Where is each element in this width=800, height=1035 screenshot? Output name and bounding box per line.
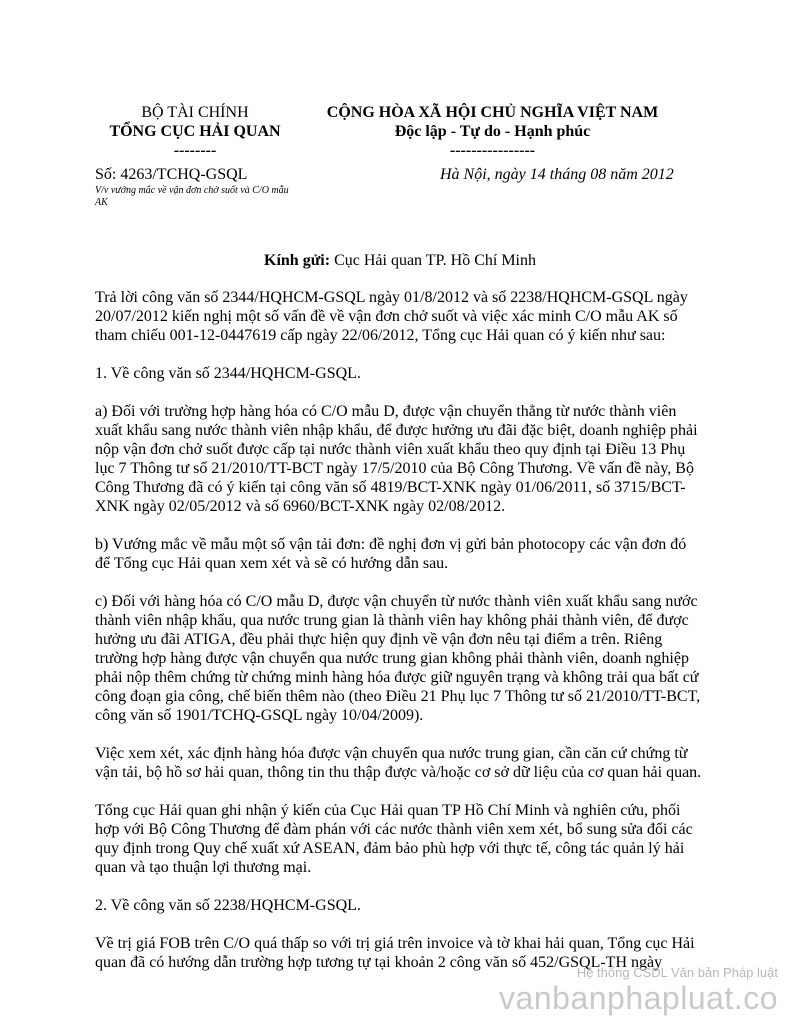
document-body <box>95 288 705 991</box>
paragraph-item-a: a) Đối với trường hợp hàng hóa có C/O mẫu D, được vận chuyển thẳng từ nước thành viên xuất khẩu sang nước thành viên nhập khẩu, để được hưởng ưu đãi đặc biệt, doanh nghiệp phải nộp vận đơn chở suốt được cấp tại nước thành viên xuất khẩu theo quy định tại Điều 13 Phụ lục 7 Thông tư số 21/2010/TT-BCT ngày 17/5/2010 của Bộ Công Thương. Về vấn đề này, Bộ Công Thương đã có ý kiến tại công văn số 4819/BCT-XNK ngày 01/06/2011, số 3715/BCT-XNK ngày 02/05/2012 và số 6960/BCT-XNK ngày 02/08/2012. <box>95 403 698 515</box>
agency-department: TỔNG CỤC HẢI QUAN <box>109 123 281 140</box>
paragraph-acknowledgement: Tổng cục Hải quan ghi nhận ý kiến của Cục Hải quan TP Hồ Chí Minh và nghiên cứu, phối hợp với Bộ Công Thương để đàm phán với các nước thành viên xem xét, bổ sung sửa đổi các quy định trong Quy chế xuất xứ ASEAN, đảm bảo phù hợp với thực tế, công tác quản lý hải quan và tạo thuận lợi thương mại. <box>95 802 693 876</box>
paragraph-intro: Trả lời công văn số 2344/HQHCM-GSQL ngày 01/8/2012 và số 2238/HQHCM-GSQL ngày 20/07/2012 kiến nghị một số vấn đề về vận đơn chở suốt và việc xác minh C/O mẫu AK số tham chiếu 001-12-0447619 cấp ngày 22/06/2012, Tổng cục Hải quan có ý kiến như sau: <box>95 289 688 344</box>
section-heading-1: 1. Về công văn số 2344/HQHCM-GSQL. <box>95 365 361 382</box>
paragraph-item-b: b) Vướng mắc về mẫu một số vận tải đơn: đề nghị đơn vị gửi bản photocopy các vận đơn đó để Tổng cục Hải quan xem xét và sẽ có hướng dẫn sau. <box>95 536 687 572</box>
section-heading-2: 2. Về công văn số 2238/HQHCM-GSQL. <box>95 897 361 914</box>
nation-motto: Độc lập - Tự do - Hạnh phúc <box>394 123 591 140</box>
agency-header <box>95 103 295 160</box>
paragraph-fob-value: Về trị giá FOB trên C/O quá thấp so với trị giá trên invoice và tờ khai hải quan, Tổng cục Hải quan đã có hướng dẫn trường hợp tương tự tại khoản 2 công văn số 452/GSQL-TH ngày <box>95 935 695 971</box>
recipient-name: Cục Hải quan TP. Hồ Chí Minh <box>330 252 536 269</box>
nation-name: CỘNG HÒA XÃ HỘI CHỦ NGHĨA VIỆT NAM <box>326 104 659 121</box>
agency-rule: -------- <box>173 142 217 159</box>
recipient-label: Kính gửi: <box>264 252 331 269</box>
paragraph-item-c: c) Đối với hàng hóa có C/O mẫu D, được vận chuyển từ nước thành viên xuất khẩu sang nước thành viên nhập khẩu, qua nước trung gian là thành viên hay không phải thành viên, để được hưởng ưu đãi ATIGA, đều phải thực hiện quy định về vận đơn nêu tại điểm a trên. Riêng trường hợp hàng được vận chuyển qua nước trung gian không phải thành viên, doanh nghiệp phải nộp thêm chứng từ chứng minh hàng hóa được giữ nguyên trạng và không trải qua bất cứ công đoạn gia công, chế biến thêm nào (theo Điều 21 Phụ lục 7 Thông tư số 21/2010/TT-BCT, công văn số 1901/TCHQ-GSQL ngày 10/04/2009). <box>95 593 701 724</box>
place-date: Hà Nội, ngày 14 tháng 08 năm 2012 <box>440 166 674 183</box>
nation-header <box>305 103 680 160</box>
nation-rule: ---------------- <box>449 142 536 159</box>
recipient-line <box>0 252 800 270</box>
paragraph-review: Việc xem xét, xác định hàng hóa được vận chuyển qua nước trung gian, cần căn cứ chứng từ vận tải, bộ hồ sơ hải quan, thông tin thu thập được và/hoặc cơ sở dữ liệu của cơ quan hải quan. <box>95 745 702 781</box>
document-number: Số: 4263/TCHQ-GSQL <box>95 166 248 183</box>
document-subject: V/v vướng mắc về vận đơn chở suốt và C/O mẫu AK <box>95 185 289 208</box>
agency-ministry: BỘ TÀI CHÍNH <box>141 104 249 121</box>
watermark-site: vanbanphapluat.co <box>499 980 778 1016</box>
watermark-caption: Hệ thống CSDL Văn bản Pháp luật <box>576 965 778 980</box>
